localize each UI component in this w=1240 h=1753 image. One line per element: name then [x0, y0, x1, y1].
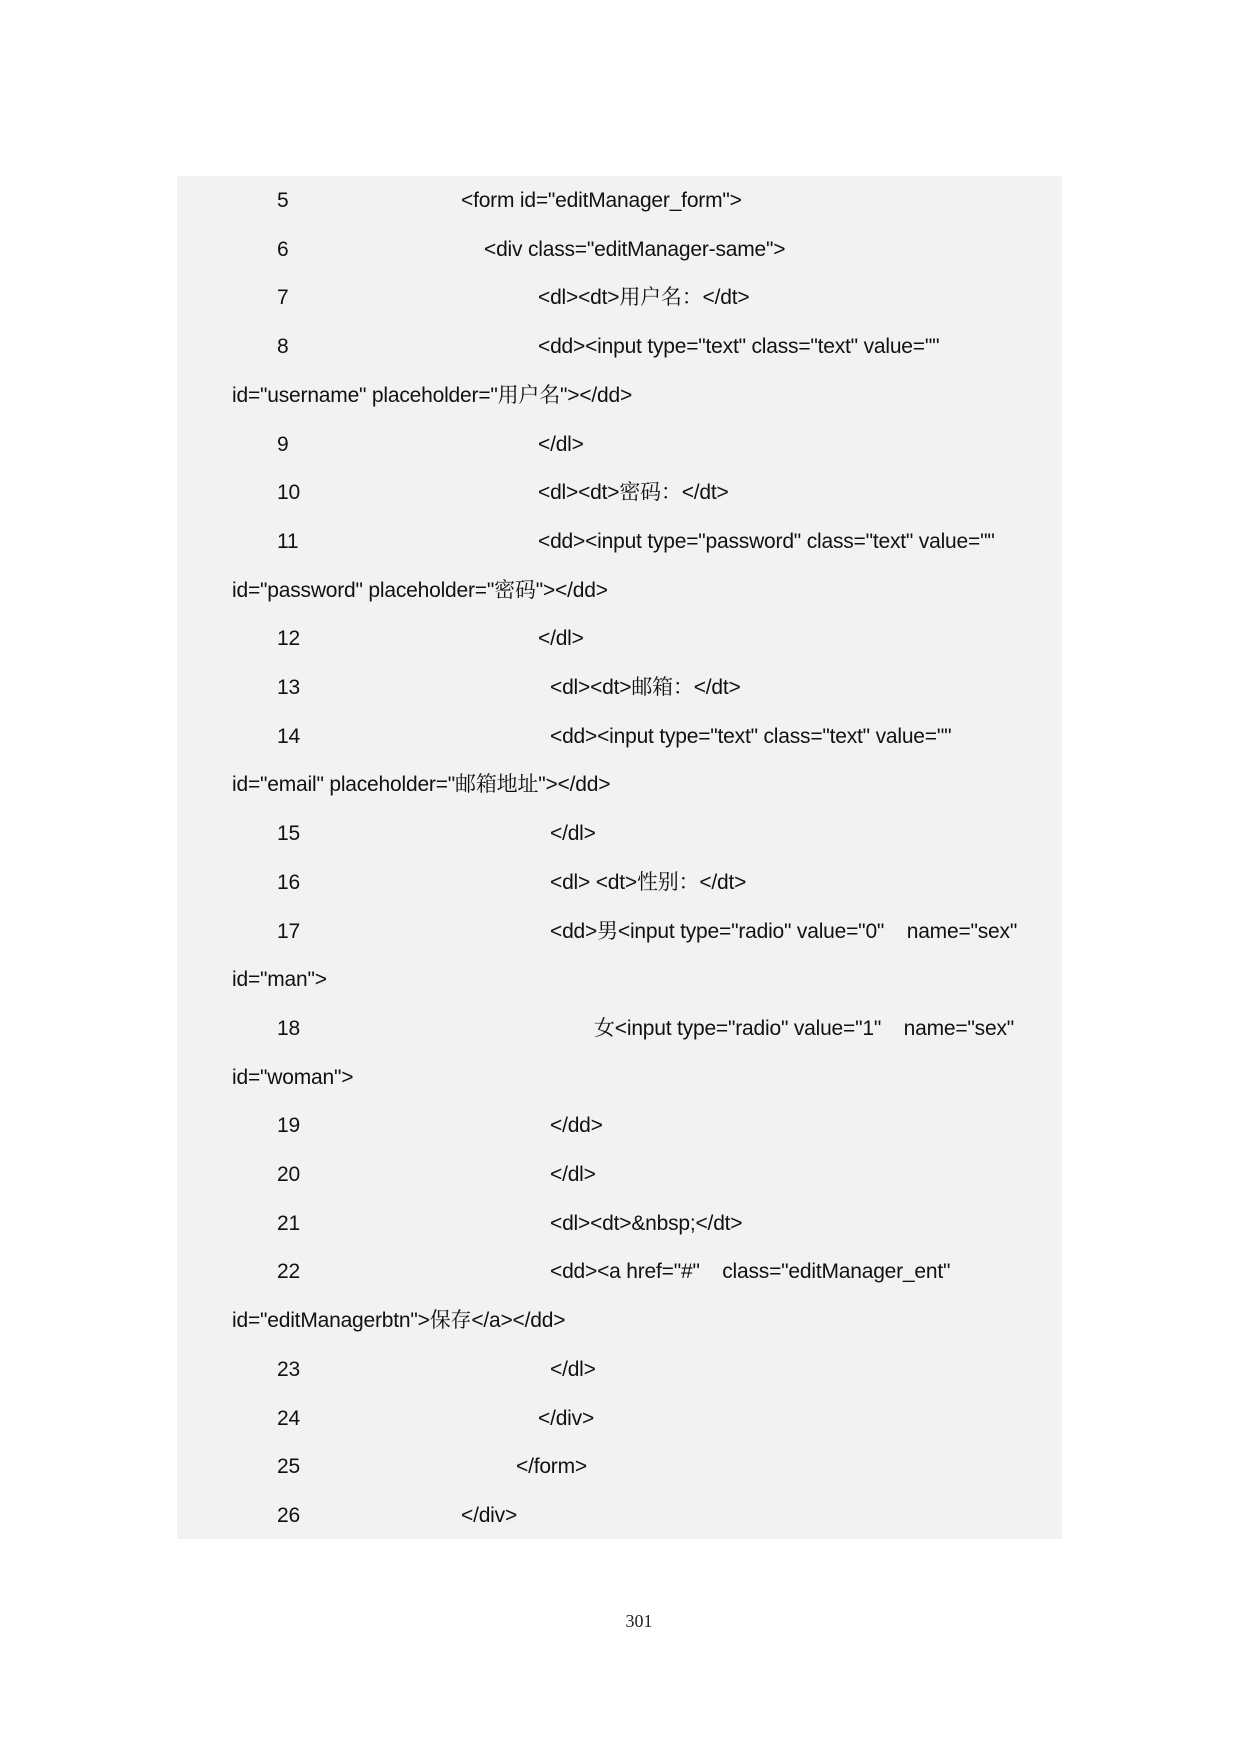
code-line-continuation: id="username" placeholder="用户名"></dd> [232, 384, 633, 407]
line-number: 15 [277, 822, 300, 845]
code-line: </dl> [538, 433, 584, 456]
code-line: </div> [461, 1504, 518, 1527]
code-line: <dd><input type="text" class="text" value="" [550, 725, 952, 748]
line-number: 20 [277, 1163, 300, 1186]
code-line-continuation: id="man"> [232, 968, 327, 991]
line-number: 24 [277, 1407, 300, 1430]
code-line: <dl><dt>&nbsp;</dt> [550, 1212, 743, 1235]
code-line: </dl> [550, 1358, 596, 1381]
code-line: </dl> [550, 1163, 596, 1186]
code-line-continuation: id="password" placeholder="密码"></dd> [232, 579, 608, 602]
code-line-continuation: id="woman"> [232, 1066, 354, 1089]
line-number: 9 [277, 433, 289, 456]
line-number: 19 [277, 1114, 300, 1137]
line-number: 22 [277, 1260, 300, 1283]
code-line: </form> [516, 1455, 587, 1478]
line-number: 23 [277, 1358, 300, 1381]
line-number: 21 [277, 1212, 300, 1235]
code-line: <form id="editManager_form"> [461, 189, 742, 212]
code-line: 女<input type="radio" value="1" name="sex" [594, 1017, 1015, 1040]
code-line: <dl><dt>用户名：</dt> [538, 286, 750, 309]
line-number: 17 [277, 920, 300, 943]
line-number: 14 [277, 725, 300, 748]
line-number: 8 [277, 335, 289, 358]
code-line: </div> [538, 1407, 595, 1430]
code-line-continuation: id="editManagerbtn">保存</a></dd> [232, 1309, 566, 1332]
code-line: <dd><a href="#" class="editManager_ent" [550, 1260, 951, 1283]
line-number: 26 [277, 1504, 300, 1527]
code-line: <dl><dt>邮箱：</dt> [550, 676, 741, 699]
code-line: <dd>男<input type="radio" value="0" name="sex" [550, 920, 1018, 943]
code-line: <dl><dt>密码：</dt> [538, 481, 729, 504]
line-number: 12 [277, 627, 300, 650]
code-line: </dl> [550, 822, 596, 845]
line-number: 6 [277, 238, 289, 261]
line-number: 13 [277, 676, 300, 699]
code-line: <dd><input type="password" class="text" value="" [538, 530, 995, 553]
code-line: </dl> [538, 627, 584, 650]
page-number: 301 [625, 1611, 653, 1631]
line-number: 11 [277, 530, 299, 553]
line-number: 16 [277, 871, 300, 894]
line-number: 25 [277, 1455, 300, 1478]
code-line-continuation: id="email" placeholder="邮箱地址"></dd> [232, 773, 611, 796]
code-line: <div class="editManager-same"> [484, 238, 786, 261]
line-number: 10 [277, 481, 300, 504]
line-number: 18 [277, 1017, 300, 1040]
code-line: <dl> <dt>性别：</dt> [550, 871, 747, 894]
line-number: 5 [277, 189, 289, 212]
code-line: <dd><input type="text" class="text" value="" [538, 335, 940, 358]
code-line: </dd> [550, 1114, 603, 1137]
line-number: 7 [277, 286, 289, 309]
